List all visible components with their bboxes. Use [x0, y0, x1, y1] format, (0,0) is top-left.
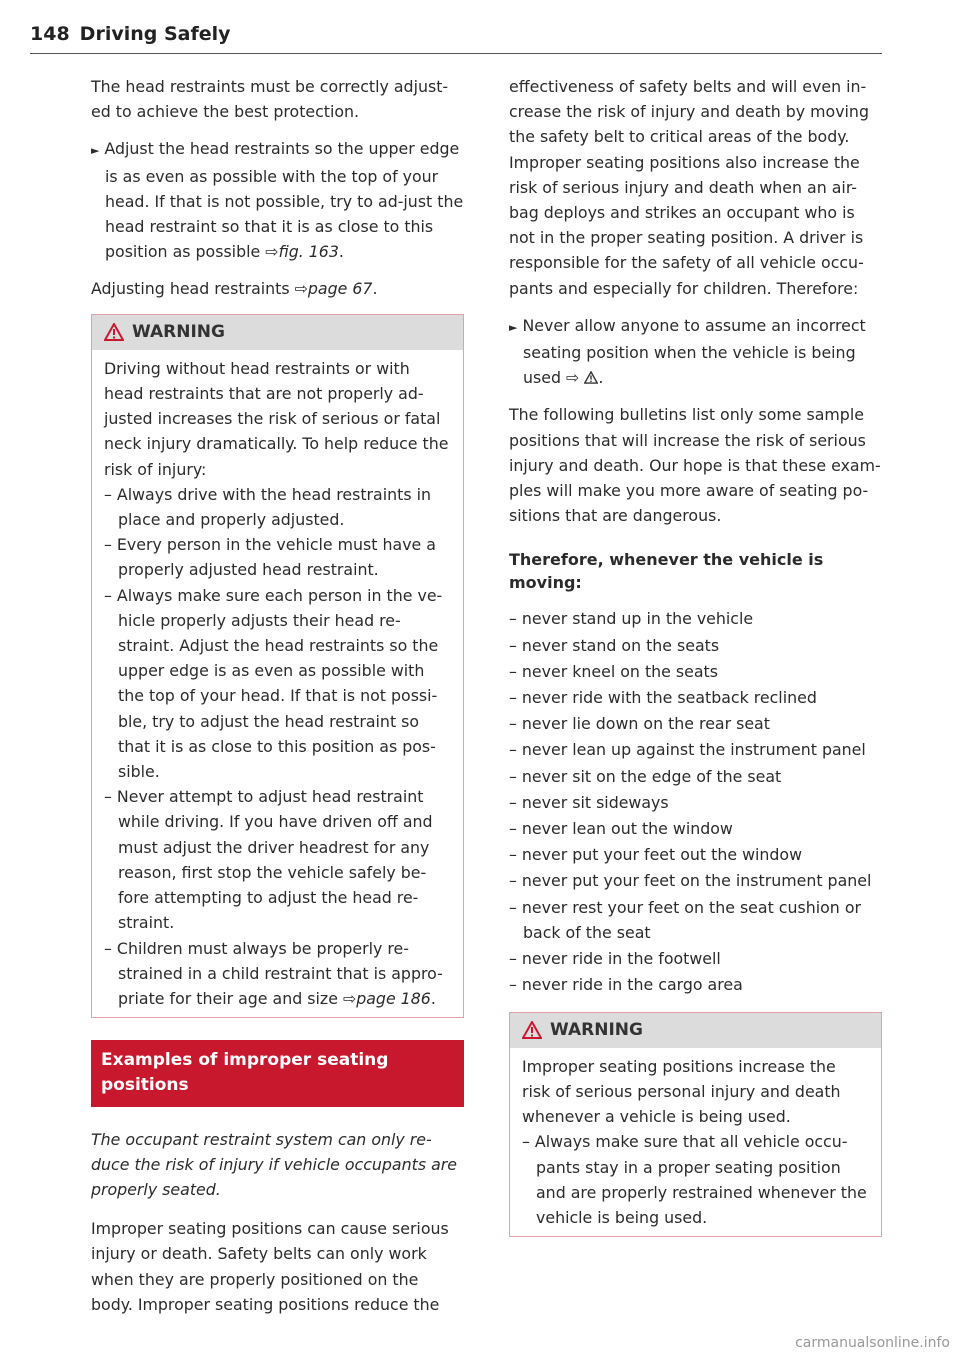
page-number: 148: [30, 23, 70, 45]
warning-item: – Always make sure that all vehicle occu-pants stay in a proper seating position and are properly restrained whenever the vehicle is being used.: [522, 1132, 867, 1227]
list-item: – never put your feet out the window: [509, 845, 803, 865]
warning-item: – Never attempt to adjust head restraint while driving. If you have driven off and must adjust the driver headrest for any reason, first stop the vehicle safely be-fore attempting to adjust the head re-straint.: [104, 787, 433, 933]
list-item-text: never kneel on the seats: [521, 661, 718, 681]
warning-body: [510, 1048, 881, 1236]
header-text: [30, 23, 882, 45]
warning-item: – Children must always be properly re-strained in a child restraint that is appro-priate for their age and size ⇨page 186.: [104, 938, 443, 1008]
warning-header: [510, 1013, 881, 1048]
bullet-text: Adjust the head restraints so the upper edge is as even as possible with the top of your head. If that is not possible, try to ad-just the head restraint so that it is as close to this position as possible: [104, 139, 464, 262]
warning-item-text: Always make sure that all vehicle occu-pants stay in a proper seating position and are properly restrained whenever the vehicle is being used.: [534, 1132, 867, 1227]
list-item: – never ride in the cargo area: [509, 975, 743, 995]
section-intro: The occupant restraint system can only re-duce the risk of injury if vehicle occupants are properly seated.: [91, 1129, 457, 1199]
list-item-text: never lean out the window: [521, 819, 733, 839]
right-column: [509, 74, 882, 1255]
warning-title: WARNING: [550, 1019, 643, 1040]
warning-intro: Driving without head restraints or with head restraints that are not properly ad-justed increases the risk of serious or fatal neck injury dramatically. To help reduce the risk of injury:: [104, 358, 449, 479]
left-column: [91, 74, 464, 1329]
warning-item: – Every person in the vehicle must have a properly adjusted head restraint.: [104, 535, 436, 580]
right-arrow-icon: ⇨: [265, 242, 279, 262]
list-item: – never lean up against the instrument panel: [509, 740, 866, 760]
figure-reference[interactable]: fig. 163: [278, 242, 339, 262]
list-item: – never stand on the seats: [509, 635, 720, 655]
warning-body: [92, 350, 463, 1017]
list-item: – never sit on the edge of the seat: [509, 766, 782, 786]
warning-item: – Always make sure each person in the ve-hicle properly adjusts their head re-straint. Adjust the head restraints so the upper edge is as even as possible with the top of your head. If that is not possi-ble, try to adjust the head restraint so that it is as close to this position as pos-sible.: [104, 585, 443, 782]
list-item-text: never ride in the footwell: [521, 949, 721, 969]
bullet-item: ► Adjust the head restraints so the upper edge is as even as possible with the top of your head. If that is not possible, try to ad-just the head restraint so that it is as close to this position as possible ⇨fig. 163.: [91, 139, 464, 262]
list-item-text: never sit sideways: [521, 792, 669, 812]
paragraph: The following bulletins list only some sample positions that will increase the risk of serious injury and death. Our hope is that these exam-ples will make you more aware of seating po-sitions that are dangerous.: [509, 405, 881, 526]
right-arrow-icon: ⇨: [342, 988, 357, 1008]
list-item-text: never stand on the seats: [521, 635, 720, 655]
page-reference[interactable]: page 186: [356, 988, 431, 1008]
warning-header: [92, 315, 463, 350]
list-item: – never stand up in the vehicle: [509, 609, 754, 629]
list-item-text: never ride in the cargo area: [521, 975, 743, 995]
paragraph: Adjusting head restraints ⇨page 67.: [91, 279, 378, 299]
paragraph: The head restraints must be correctly adjust-ed to achieve the best protection.: [91, 77, 449, 122]
warning-item-text: Always drive with the head restraints in place and properly adjusted.: [116, 484, 431, 530]
triangle-bullet-icon: ►: [91, 144, 100, 158]
list-item: – never ride with the seatback reclined: [509, 688, 817, 708]
paragraph: Improper seating positions can cause serious injury or death. Safety belts can only work when they are properly positioned on the body. Improper seating positions reduce the: [91, 1219, 449, 1314]
warning-item-text: Always make sure each person in the ve-hicle properly adjusts their head re-straint. Adjust the head restraints so the upper edge is as even as possible with the top of your head. If that is not possi-ble, try to adjust the head restraint so that it is as close to this position as pos-sible.: [116, 585, 443, 782]
warning-item-text: Children must always be properly re-strained in a child restraint that is appro-priate for their age and size: [116, 938, 443, 1008]
warning-item-text: Every person in the vehicle must have a properly adjusted head restraint.: [116, 535, 436, 580]
warning-intro: Improper seating positions increase the risk of serious personal injury and death whenever a vehicle is being used.: [522, 1056, 841, 1127]
subheading: Therefore, whenever the vehicle is moving:: [509, 550, 824, 593]
list-item-text: never put your feet out the window: [521, 845, 803, 865]
page-reference[interactable]: page 67: [307, 279, 373, 299]
warning-triangle-icon[interactable]: [584, 371, 598, 384]
paragraph-text: Adjusting head restraints: [91, 279, 290, 299]
list-item-text: never lie down on the rear seat: [521, 714, 770, 734]
warning-item-text: Never attempt to adjust head restraint while driving. If you have driven off and must adjust the driver headrest for any reason, first stop the vehicle safely be-fore attempting to adjust the head re-straint.: [116, 787, 433, 933]
page-title: Driving Safely: [79, 23, 231, 45]
right-arrow-icon: ⇨: [566, 368, 580, 388]
right-arrow-icon: ⇨: [294, 279, 308, 299]
list-item: – never rest your feet on the seat cushion or back of the seat: [509, 897, 861, 942]
list-item-text: never stand up in the vehicle: [521, 609, 754, 629]
list-item: – never sit sideways: [509, 792, 669, 812]
paragraph: effectiveness of safety belts and will even in-crease the risk of injury and death by moving the safety belt to critical areas of the body. Improper seating positions also increase the risk of serious injury and death when an air-bag deploys and strikes an occupant who is not in the proper seating position. A driver is responsible for the safety of all vehicle occu-pants and especially for children. Therefore:: [509, 77, 869, 298]
list-item: – never kneel on the seats: [509, 661, 718, 681]
warning-title: WARNING: [132, 321, 225, 342]
list-item-text: never sit on the edge of the seat: [521, 766, 782, 786]
never-list: [509, 606, 882, 997]
warning-triangle-icon: [104, 323, 124, 341]
warning-item: – Always drive with the head restraints in place and properly adjusted.: [104, 484, 431, 530]
list-item-text: never put your feet on the instrument panel: [521, 871, 872, 891]
watermark: carmanualsonline.info: [795, 1335, 950, 1351]
triangle-bullet-icon: ►: [509, 320, 518, 334]
list-item: – never ride in the footwell: [509, 949, 721, 969]
warning-triangle-icon: [522, 1021, 542, 1039]
page-header: [30, 23, 882, 45]
list-item: – never lie down on the rear seat: [509, 714, 770, 734]
list-item-text: never ride with the seatback reclined: [521, 688, 817, 708]
header-rule: [30, 53, 882, 54]
bullet-item: ► Never allow anyone to assume an incorrect seating position when the vehicle is being used ⇨ .: [509, 315, 866, 388]
section-title: Examples of improper seating positions: [91, 1040, 464, 1106]
bullet-text: Never allow anyone to assume an incorrect seating position when the vehicle is being used: [522, 315, 866, 388]
warning-box: [91, 314, 464, 1018]
warning-box: [509, 1012, 882, 1238]
list-item-text: never rest your feet on the seat cushion or back of the seat: [521, 897, 861, 942]
list-item: – never put your feet on the instrument panel: [509, 871, 872, 891]
list-item: – never lean out the window: [509, 819, 733, 839]
list-item-text: never lean up against the instrument panel: [521, 740, 866, 760]
